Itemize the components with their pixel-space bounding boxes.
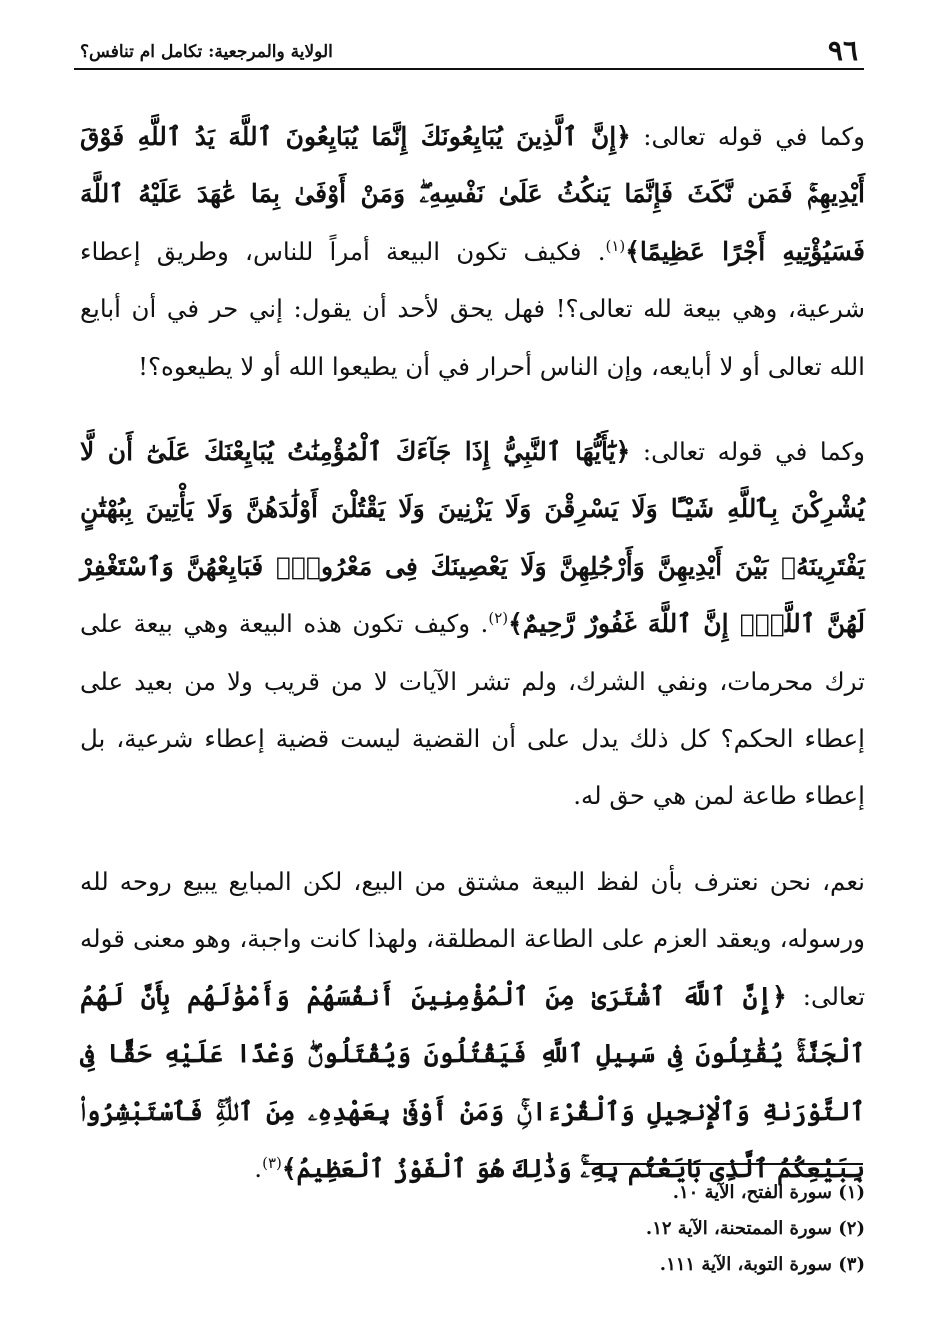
- page-number: ٩٦: [827, 34, 858, 67]
- footnote-3: (٣) سورة التوبة، الآية ١١١.: [659, 1254, 865, 1275]
- footnote-2: (٢) سورة الممتحنة، الآية ١٢.: [645, 1218, 865, 1239]
- footnote-ref-2[interactable]: (٢): [488, 609, 509, 628]
- footnote-ref-3[interactable]: (٣): [262, 1153, 282, 1172]
- paragraph-1-rest: . فكيف تكون البيعة أمراً للناس، وطريق إعطاء شرعية، وهي بيعة لله تعالى؟! فهل يحق لأحد أن يقول: إني حر في أن أبايع الله تعالى أو لا أبايعه، وإن الناس أحرار في أن يطيعوا الله أو لا يطيعوه؟!: [80, 236, 865, 381]
- quran-verse-3: ﴿إِنَّ ٱللَّهَ ٱشْتَرَىٰ مِنَ ٱلْمُؤْمِنِينَ أَنفُسَهُمْ وَأَمْوَٰلَهُم بِأَنَّ لَهُمُ ٱلْجَنَّةَۚ يُقَٰتِلُونَ فِى سَبِيلِ ٱللَّهِ فَيَقْتُلُونَ وَيُقْتَلُونَۖ وَعْدًا عَلَيْهِ حَقًّا فِى ٱلتَّوْرَىٰةِ وَٱلْإِنجِيلِ وَٱلْقُرْءَانِۚ وَمَنْ أَوْفَىٰ بِعَهْدِهِۦ مِنَ ٱللَّهِۚ فَٱسْتَبْشِرُوا۟ بِبَيْعِكُمُ ٱلَّذِى بَايَعْتُم بِهِۦۚ وَذَٰلِكَ هُوَ ٱلْفَوْزُ ٱلْعَظِيمُ﴾: [80, 981, 865, 1183]
- quran-verse-2: ﴿يَٰٓأَيُّهَا ٱلنَّبِيُّ إِذَا جَآءَكَ ٱلْمُؤْمِنَٰتُ يُبَايِعْنَكَ عَلَىٰٓ أَن لَّا يُشْرِكْنَ بِٱللَّهِ شَيْـًٔا وَلَا يَسْرِقْنَ وَلَا يَزْنِينَ وَلَا يَقْتُلْنَ أَوْلَٰدَهُنَّ وَلَا يَأْتِينَ بِبُهْتَٰنٍ يَفْتَرِينَهُۥ بَيْنَ أَيْدِيهِنَّ وَأَرْجُلِهِنَّ وَلَا يَعْصِينَكَ فِى مَعْرُوفٍۙ فَبَايِعْهُنَّ وَٱسْتَغْفِرْ لَهُنَّ ٱللَّهَۖ إِنَّ ٱللَّهَ غَفُورٌ رَّحِيمٌ﴾: [80, 437, 865, 639]
- paragraph-2-intro: وكما في قوله تعالى:: [630, 437, 866, 467]
- paragraph-2-rest: . وكيف تكون هذه البيعة وهي بيعة على ترك محرمات، ونفي الشرك، ولم تشر الآيات لا من قريب ولا من بعيد على إعطاء الحكم؟ كل ذلك يدل على أن القضية ليست قضية إعطاء شرعية، بل إعطاء طاعة لمن هي حق له.: [80, 609, 865, 811]
- paragraph-3-rest: .: [254, 1153, 263, 1183]
- main-text: [80, 108, 865, 1197]
- quran-verse-1: ﴿إِنَّ ٱلَّذِينَ يُبَايِعُونَكَ إِنَّمَا يُبَايِعُونَ ٱللَّهَ يَدُ ٱللَّهِ فَوْقَ أَيْدِيهِمْۚ فَمَن نَّكَثَ فَإِنَّمَا يَنكُثُ عَلَىٰ نَفْسِهِۦۖ وَمَنْ أَوْفَىٰ بِمَا عَٰهَدَ عَلَيْهُ ٱللَّهَ فَسَيُؤْتِيهِ أَجْرًا عَظِيمًا﴾: [80, 122, 865, 266]
- footnote-separator: [583, 1163, 863, 1165]
- paragraph-1-intro: وكما في قوله تعالى:: [630, 122, 865, 151]
- footnote-ref-1[interactable]: (١): [605, 236, 626, 255]
- paragraph-3: [80, 853, 865, 1197]
- paragraph-2: [80, 423, 865, 825]
- paragraph-1: [80, 108, 865, 395]
- paragraph-3-intro: نعم، نحن نعترف بأن لفظ البيعة مشتق من البيع، لكن المبايع يبيع روحه لله ورسوله، ويعقد العزم على الطاعة المطلقة، ولهذا كانت واجبة، وهو معنى قوله تعالى:: [80, 866, 866, 1011]
- running-title: الولاية والمرجعية: تكامل ام تنافس؟: [80, 42, 333, 62]
- footnotes: [400, 1175, 865, 1283]
- page-header: [74, 34, 864, 70]
- footnote-1: (١) سورة الفتح، الآية ١٠.: [672, 1182, 865, 1203]
